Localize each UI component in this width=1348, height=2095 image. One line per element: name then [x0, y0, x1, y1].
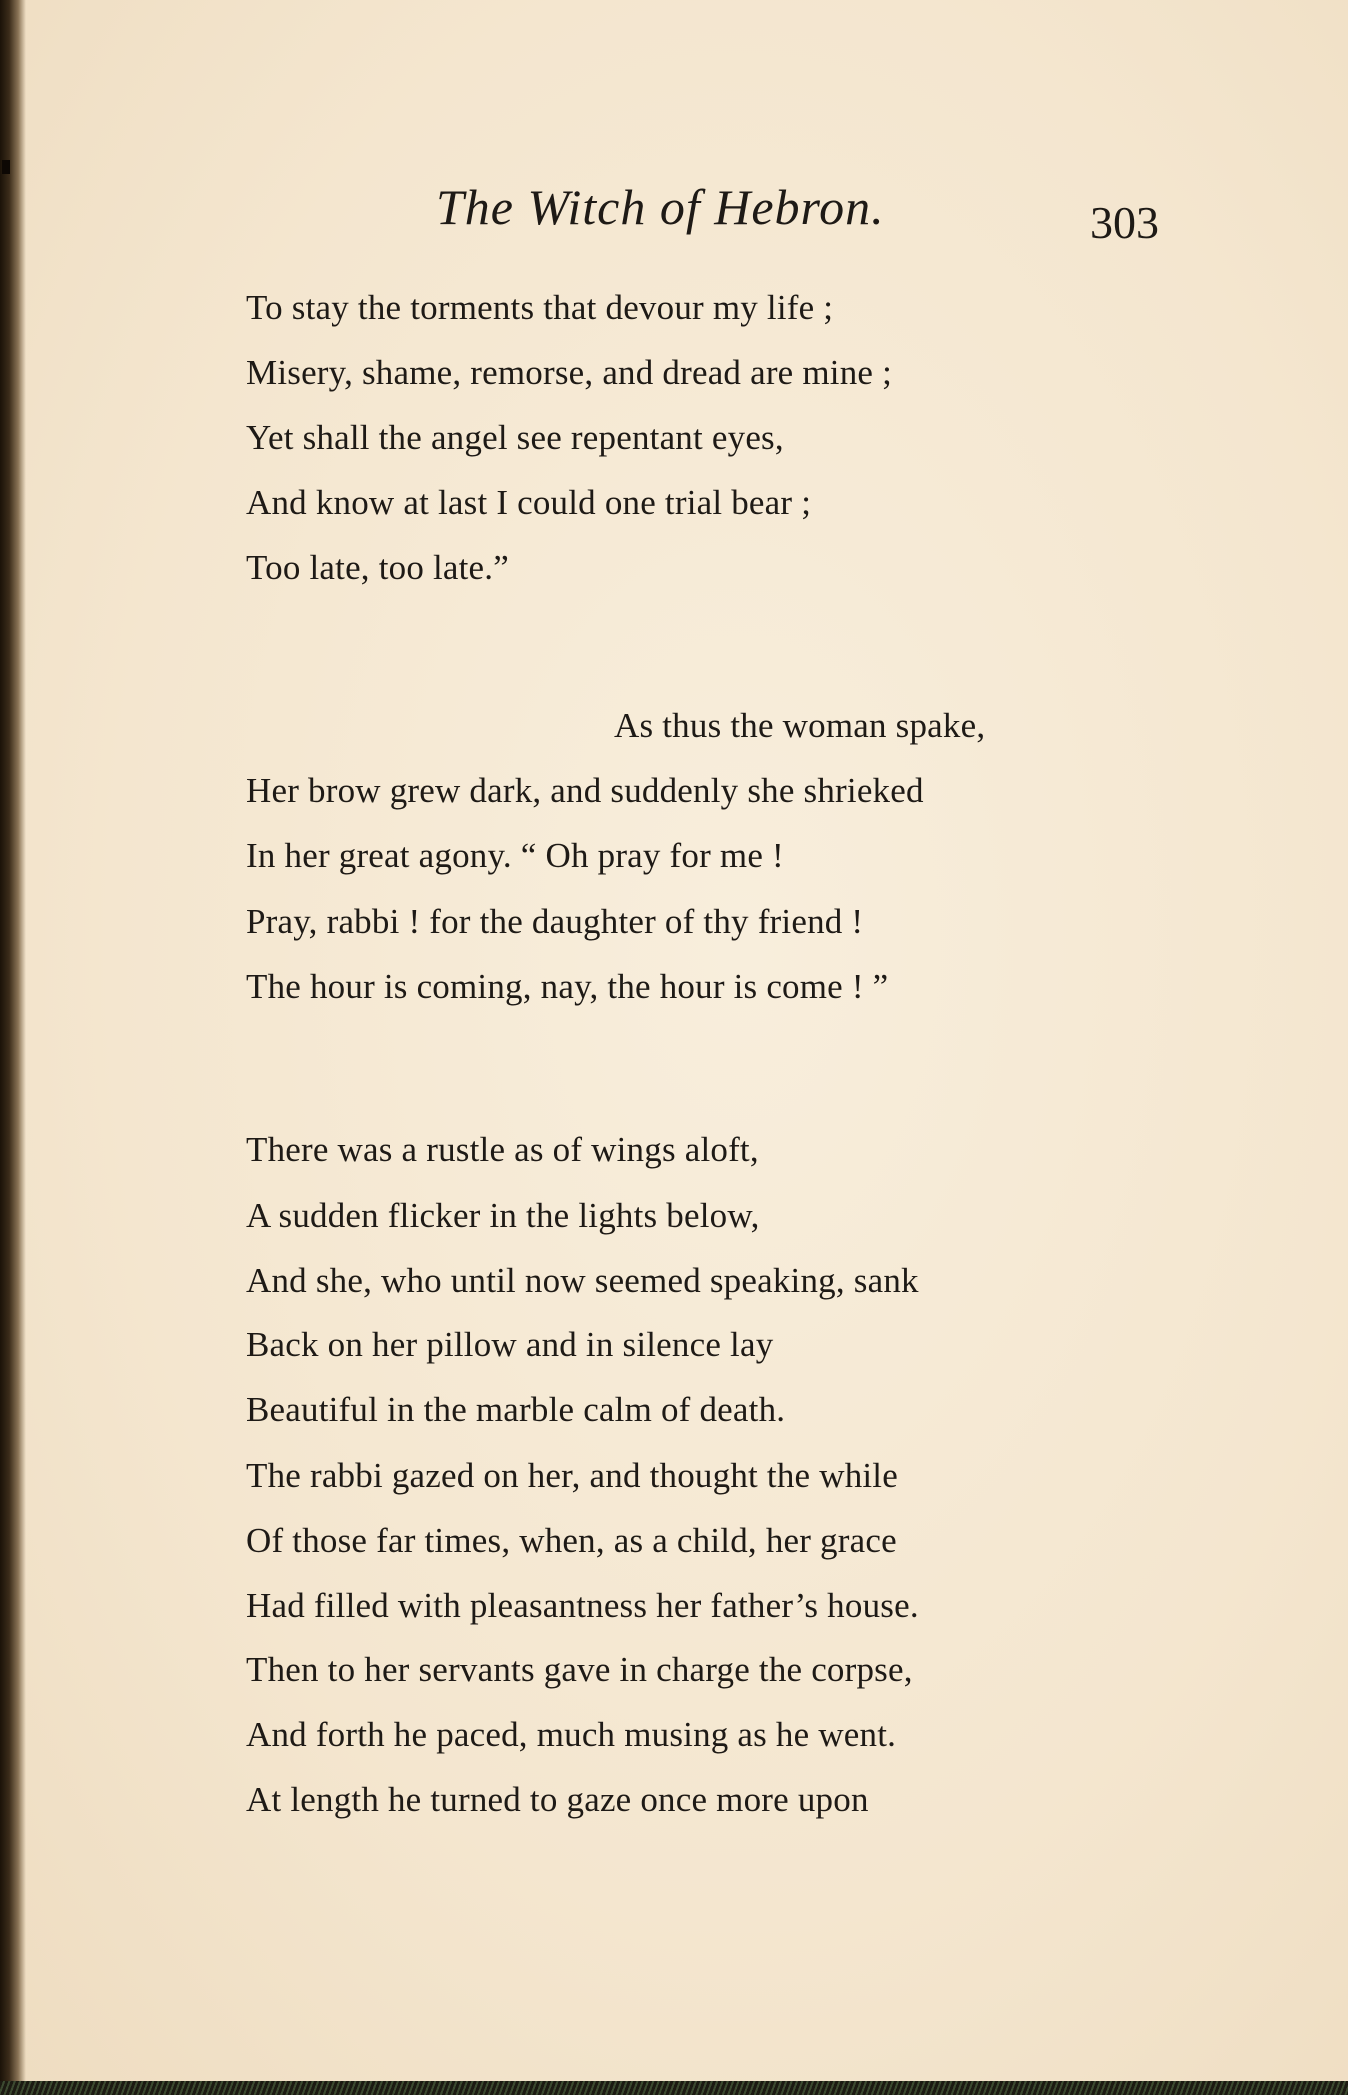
running-head: The Witch of Hebron.: [436, 179, 885, 235]
poem-line: To stay the torments that devour my life ;: [246, 288, 834, 327]
poem-line: In her great agony. “ Oh pray for me !: [246, 836, 784, 875]
poem-line: Pray, rabbi ! for the daughter of thy friend !: [246, 902, 864, 941]
poem-line: And forth he paced, much musing as he went.: [246, 1715, 897, 1754]
poem-line: At length he turned to gaze once more upon: [246, 1780, 869, 1819]
poem-line: A sudden flicker in the lights below,: [246, 1196, 760, 1235]
poem-line: Had filled with pleasantness her father’s house.: [246, 1586, 919, 1625]
page-number: 303: [1090, 197, 1159, 248]
poem-line: Back on her pillow and in silence lay: [246, 1325, 774, 1364]
poem-line: Beautiful in the marble calm of death.: [246, 1390, 786, 1429]
book-spine-shadow: [0, 0, 26, 2095]
poem-line: Misery, shame, remorse, and dread are mine ;: [246, 353, 893, 392]
poem-line: Then to her servants gave in charge the corpse,: [246, 1650, 913, 1689]
poem-line: And know at last I could one trial bear ;: [246, 483, 812, 522]
poem-line: There was a rustle as of wings aloft,: [246, 1130, 759, 1169]
poem-line: As thus the woman spake,: [614, 706, 986, 745]
poem-line: Too late, too late.”: [246, 548, 509, 587]
spine-mark: [2, 160, 10, 174]
poem-line: And she, who until now seemed speaking, sank: [246, 1261, 919, 1300]
poem-line: Of those far times, when, as a child, her grace: [246, 1521, 897, 1560]
poem-line: Her brow grew dark, and suddenly she shrieked: [246, 771, 924, 810]
poem-line: The rabbi gazed on her, and thought the while: [246, 1456, 898, 1495]
poem-line: Yet shall the angel see repentant eyes,: [246, 418, 784, 457]
poem-line: The hour is coming, nay, the hour is come ! ”: [246, 967, 889, 1006]
page-edge-bottom: [0, 2081, 1348, 2095]
